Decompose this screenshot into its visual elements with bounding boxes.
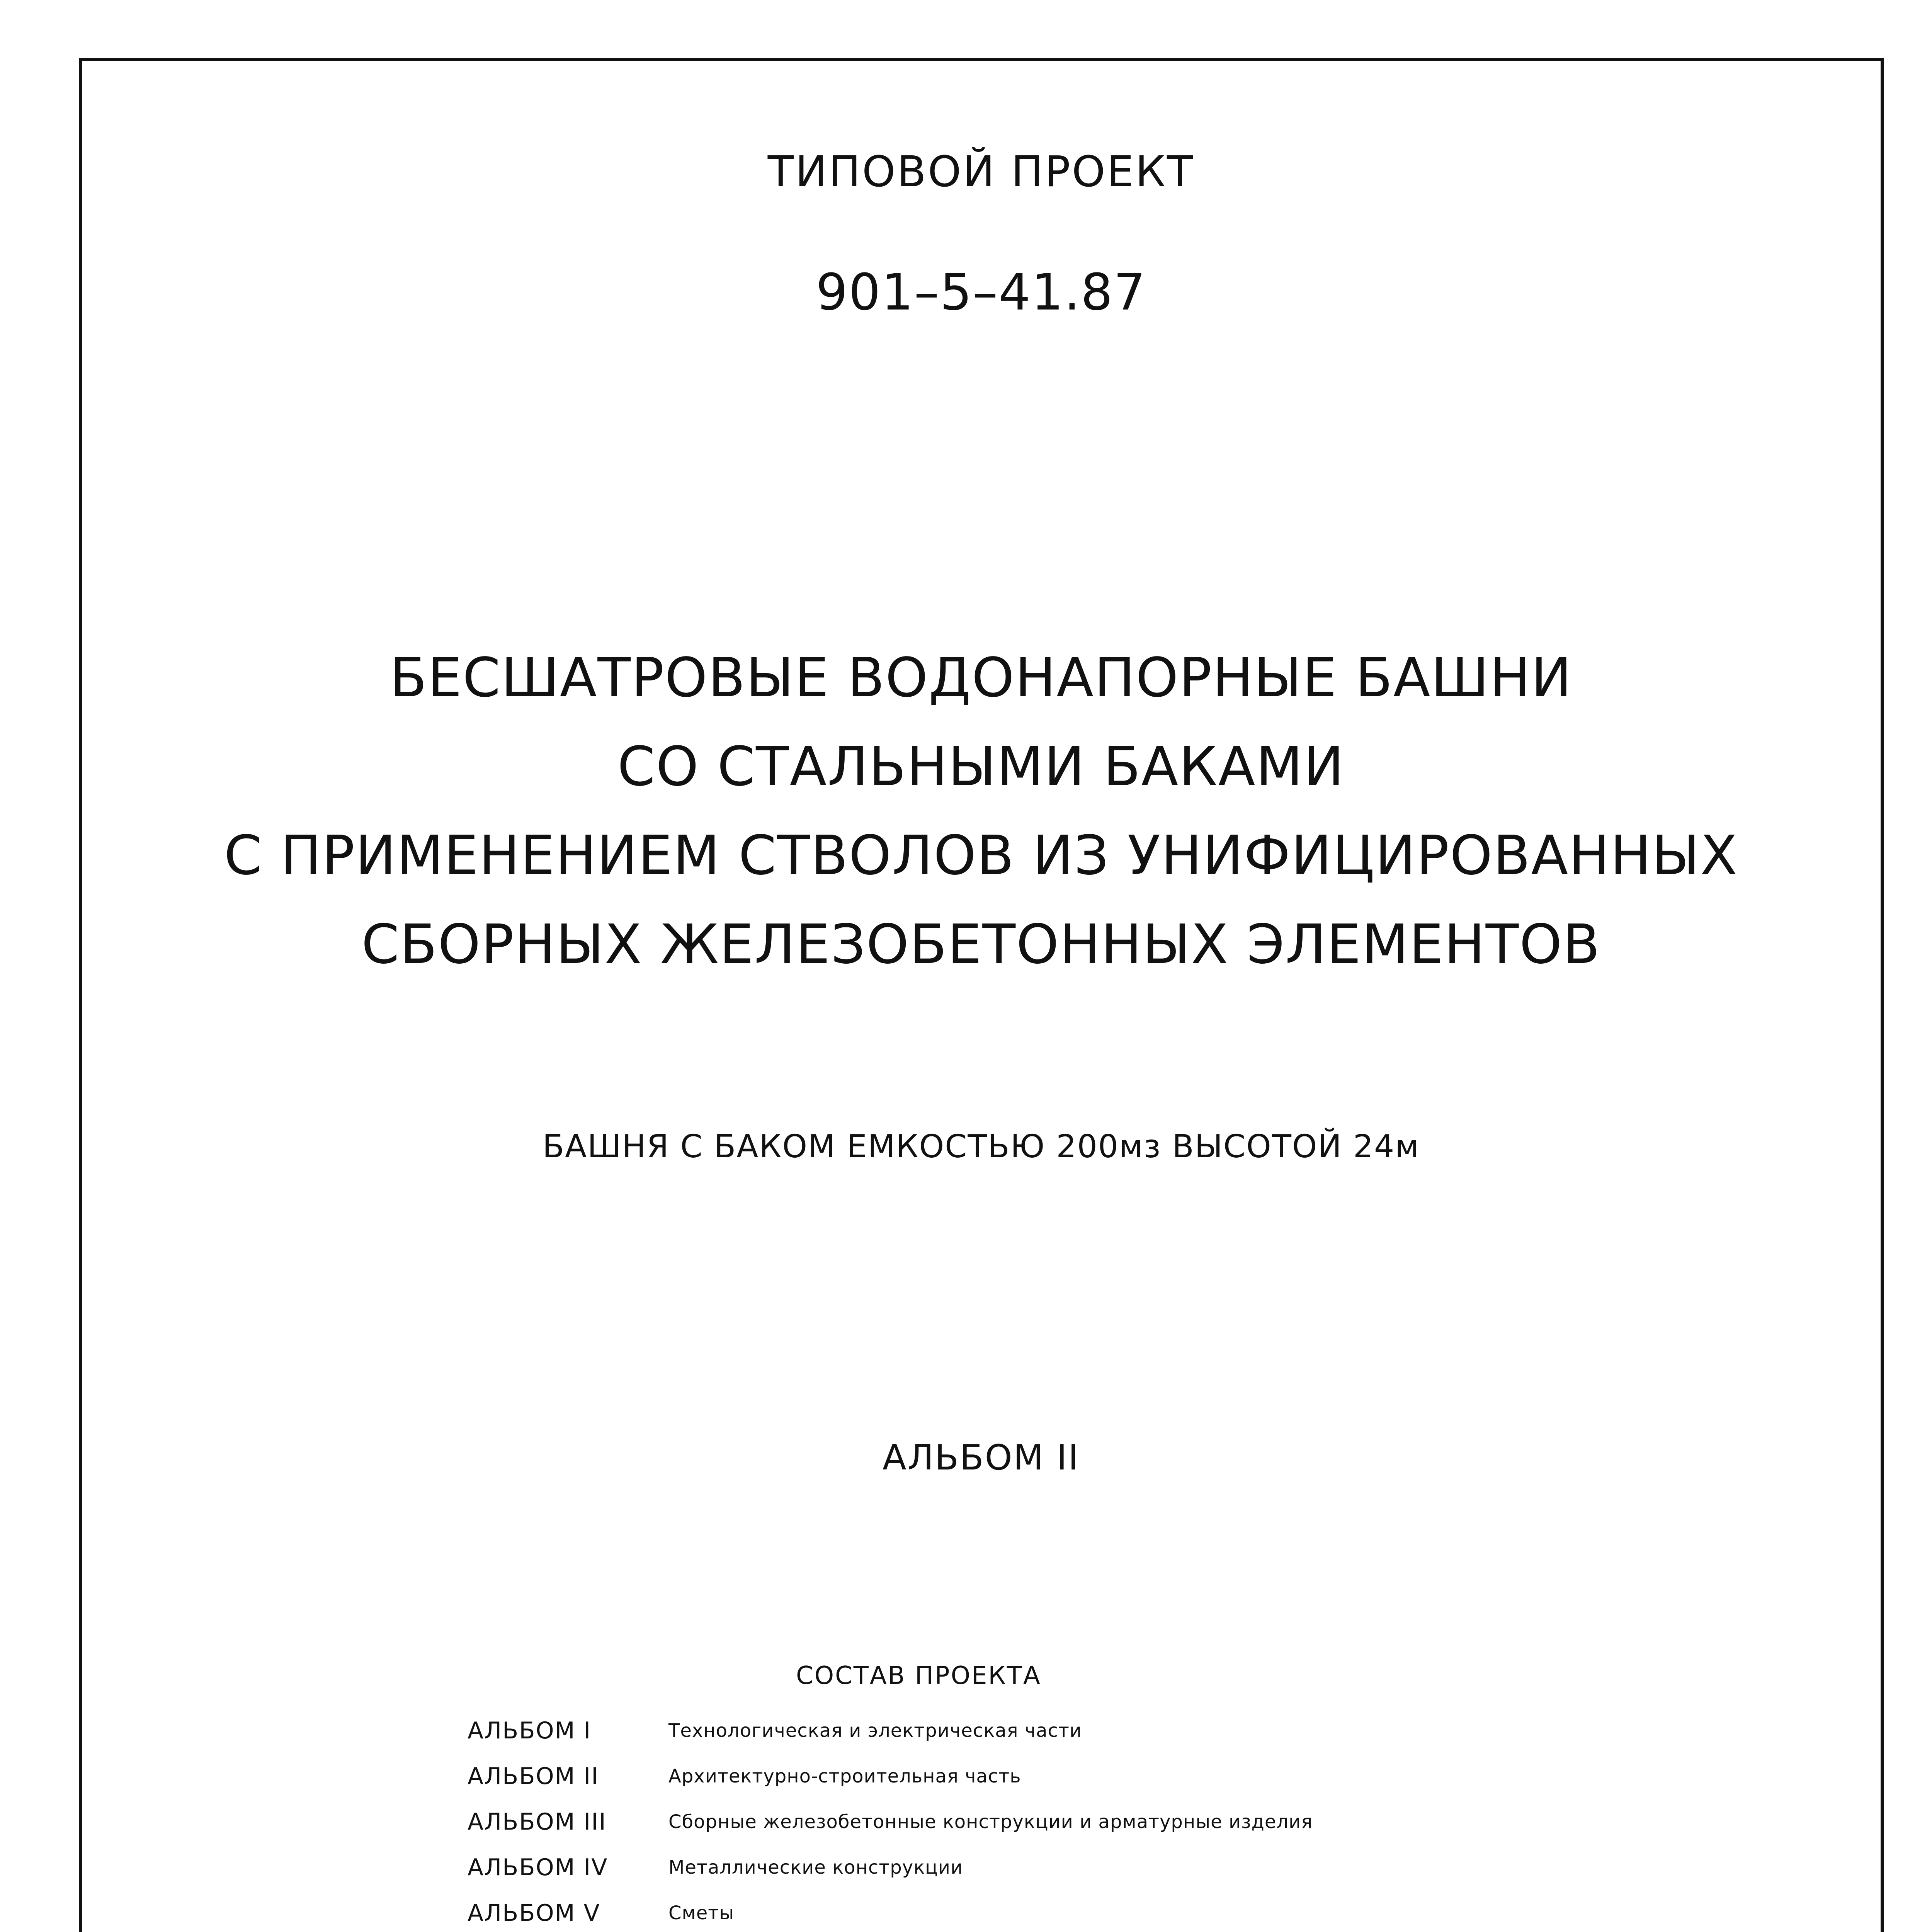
title-line: С ПРИМЕНЕНИЕМ СТВОЛОВ ИЗ УНИФИЦИРОВАННЫХ xyxy=(224,824,1738,887)
album-description: Металлические конструкции xyxy=(668,1857,963,1878)
contents-heading: СОСТАВ ПРОЕКТА xyxy=(796,1662,1041,1690)
album-number: АЛЬБОМ III xyxy=(468,1808,607,1835)
contents-list xyxy=(468,1708,1313,1932)
title-line: БЕСШАТРОВЫЕ ВОДОНАПОРНЫЕ БАШНИ xyxy=(389,646,1573,709)
album-number: АЛЬБОМ II xyxy=(468,1763,599,1790)
album-description: Технологическая и электрическая части xyxy=(668,1720,1082,1742)
list-item xyxy=(468,1890,1313,1932)
album-description: Сборные железобетонные конструкции и арматурные изделия xyxy=(668,1811,1313,1833)
album-number: АЛЬБОМ I xyxy=(468,1717,592,1744)
list-item xyxy=(468,1753,1313,1799)
document-title xyxy=(0,634,1932,989)
project-number: 901–5–41.87 xyxy=(816,263,1146,321)
project-type-label: ТИПОВОЙ ПРОЕКТ xyxy=(767,147,1195,196)
drawing-frame xyxy=(79,58,1884,1932)
title-line: СБОРНЫХ ЖЕЛЕЗОБЕТОННЫХ ЭЛЕМЕНТОВ xyxy=(361,913,1601,976)
title-line: СО СТАЛЬНЫМИ БАКАМИ xyxy=(617,735,1345,798)
list-item xyxy=(468,1708,1313,1753)
tower-subtitle: БАШНЯ С БАКОМ ЕМКОСТЬЮ 200мз ВЫСОТОЙ 24м xyxy=(542,1128,1420,1165)
list-item xyxy=(468,1799,1313,1845)
album-description: Архитектурно-строительная часть xyxy=(668,1765,1021,1787)
album-label: АЛЬБОМ II xyxy=(883,1437,1080,1478)
list-item xyxy=(468,1845,1313,1890)
album-number: АЛЬБОМ IV xyxy=(468,1854,608,1881)
album-number: АЛЬБОМ V xyxy=(468,1900,600,1927)
album-description: Сметы xyxy=(668,1902,735,1924)
